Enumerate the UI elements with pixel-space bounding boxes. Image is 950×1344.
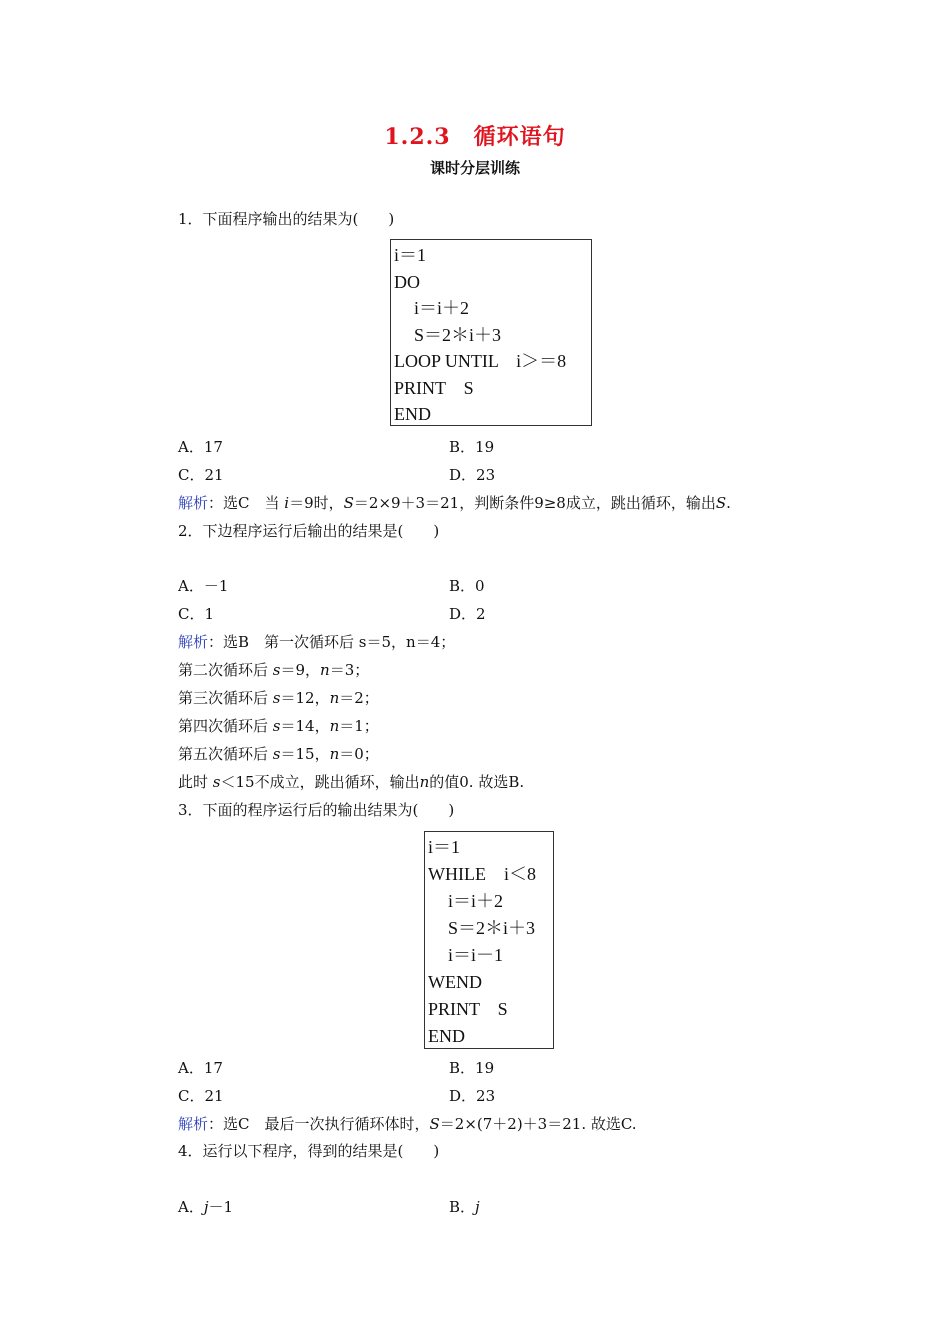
code-line: i＝1 — [428, 837, 461, 857]
q1-option-a: A．17 — [178, 438, 223, 456]
code-line: i＝i－1 — [448, 945, 504, 965]
q3-analysis — [178, 1114, 637, 1134]
q2-step — [178, 660, 369, 680]
q4-option-a — [178, 1197, 233, 1217]
code-line: i＝1 — [394, 245, 427, 265]
code-line: S＝2＊i＋3 — [414, 324, 502, 345]
q1-analysis — [178, 493, 731, 513]
q2-option-b: B．0 — [449, 577, 485, 595]
code-line: END — [394, 404, 431, 424]
q2-conclusion — [178, 772, 524, 792]
analysis-text: ：选C 当 — [208, 494, 285, 512]
q1-code-box — [390, 239, 592, 426]
q2-step — [178, 744, 379, 764]
step-text: 第四次循环后 — [178, 717, 273, 735]
conclusion-var: n — [419, 773, 430, 791]
code-line: WEND — [428, 972, 482, 992]
analysis-text: ＝9时， — [289, 494, 344, 512]
q1-option-c: C．21 — [178, 466, 224, 484]
step-text: 第三次循环后 — [178, 689, 273, 707]
code-line: S＝2＊i＋3 — [448, 918, 536, 938]
option-text: B． — [449, 1198, 476, 1216]
q4-option-b — [449, 1197, 480, 1217]
q1-option-d: D．23 — [449, 466, 496, 484]
q2-step — [178, 688, 379, 708]
step-text: 第二次循环后 — [178, 661, 273, 679]
code-line: LOOP UNTIL i＞＝8 — [394, 351, 567, 371]
q2-stem: 2．下边程序运行后输出的结果是( ) — [178, 522, 440, 540]
analysis-var: S — [715, 494, 727, 512]
code-line: PRINT S — [428, 999, 508, 1019]
step-text: ＝0； — [339, 745, 379, 763]
option-text: －1 — [208, 1198, 234, 1216]
analysis-text: ＝2×9＋3＝21，判断条件9≥8成立，跳出循环，输出 — [353, 494, 716, 512]
step-text: ＝9， — [280, 661, 321, 679]
analysis-text: . — [726, 494, 731, 512]
page-title: 1.2.3 循环语句 — [384, 124, 566, 150]
step-var: s — [272, 661, 281, 679]
option-var: j — [475, 1198, 480, 1216]
q1-option-b: B．19 — [449, 438, 495, 456]
conclusion-text: 的值0. 故选B. — [429, 773, 525, 791]
step-text: ＝14， — [280, 717, 330, 735]
code-line: WHILE i＜8 — [428, 864, 536, 884]
q2-option-c: C．1 — [178, 605, 215, 623]
q3-option-c: C．21 — [178, 1087, 224, 1105]
step-var: s — [272, 745, 281, 763]
step-text: ＝12， — [280, 689, 330, 707]
step-var: n — [329, 745, 340, 763]
conclusion-text: ＜15不成立，跳出循环，输出 — [220, 773, 420, 791]
option-var: j — [203, 1198, 209, 1216]
q2-option-a: A．－1 — [178, 577, 229, 595]
code-line: PRINT S — [394, 377, 474, 398]
analysis-var: S — [343, 494, 354, 512]
q1-stem: 1．下面程序输出的结果为( ) — [178, 210, 395, 228]
step-text: ＝1； — [339, 717, 379, 735]
conclusion-text: 此时 — [178, 773, 213, 791]
q4-stem: 4．运行以下程序，得到的结果是( ) — [178, 1142, 440, 1160]
q2-analysis — [178, 632, 455, 652]
q3-stem: 3．下面的程序运行后的输出结果为( ) — [178, 801, 455, 819]
analysis-label: 解析 — [178, 633, 209, 651]
step-var: s — [272, 717, 281, 735]
option-text: A． — [178, 1198, 204, 1216]
code-line: i＝i＋2 — [448, 891, 504, 911]
step-text: ＝2； — [339, 689, 379, 707]
page-subtitle: 课时分层训练 — [429, 159, 520, 177]
analysis-var: i — [284, 494, 290, 512]
analysis-var: S — [429, 1115, 440, 1133]
code-line: i＝i＋2 — [414, 298, 470, 318]
analysis-text: ＝2×(7＋2)＋3＝21. 故选C. — [439, 1115, 637, 1133]
q3-option-d: D．23 — [449, 1087, 496, 1105]
step-text: ＝15， — [280, 745, 330, 763]
code-line: END — [428, 1026, 465, 1046]
conclusion-var: s — [212, 773, 221, 791]
q3-option-a: A．17 — [178, 1059, 223, 1077]
q3-code-box — [424, 831, 554, 1049]
step-text: ＝3； — [329, 661, 370, 679]
analysis-label: 解析 — [178, 1115, 209, 1133]
q2-option-d: D．2 — [449, 605, 486, 623]
q3-option-b: B．19 — [449, 1059, 495, 1077]
step-var: n — [329, 717, 340, 735]
step-var: n — [320, 661, 330, 679]
q2-step — [178, 716, 379, 736]
analysis-text: ：选C 最后一次执行循环体时， — [208, 1115, 430, 1133]
step-var: s — [272, 689, 281, 707]
code-line: DO — [394, 271, 420, 292]
step-var: n — [329, 689, 340, 707]
analysis-text: ：选B 第一次循环后 s＝5，n＝4； — [208, 633, 456, 651]
analysis-label: 解析 — [178, 494, 209, 512]
step-text: 第五次循环后 — [178, 745, 273, 763]
